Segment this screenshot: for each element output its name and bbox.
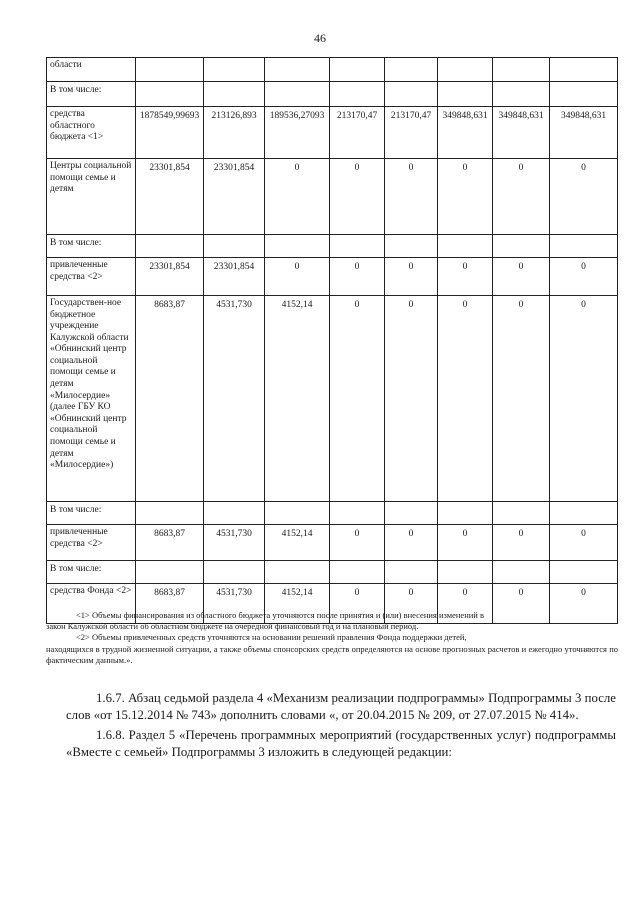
empty-cell [330,235,385,258]
value-cell: 8683,87 [136,525,204,561]
value-cell: 0 [330,258,385,296]
empty-cell [438,82,493,107]
value-cell: 0 [493,159,550,235]
table-subheader-row [47,235,618,258]
empty-cell [550,235,618,258]
table-subheader-row [47,502,618,525]
value-cell: 349848,631 [550,107,618,159]
value-cell: 0 [330,159,385,235]
empty-cell [493,235,550,258]
value-cell: 1878549,99693 [136,107,204,159]
empty-cell [265,235,330,258]
footnote-1 [62,610,618,621]
footnote-2-start: <2> Объемы привлеченных средств уточняются на основании решений правления Фонда поддержки детей, [76,632,467,643]
footnote-1-start: <1> Объемы финансирования из областного бюджета уточняются после принятия и (или) внесения изменений в [76,610,484,620]
value-cell: 8683,87 [136,296,204,502]
value-cell: 213126,893 [204,107,265,159]
table-subheader-row [47,561,618,584]
value-cell: 213170,47 [330,107,385,159]
empty-cell [550,82,618,107]
row-label: В том числе: [47,561,136,584]
empty-cell [493,561,550,584]
empty-cell [204,561,265,584]
empty-cell [385,235,438,258]
footnote-2-continuation: находящихся в трудной жизненной ситуации, а также объемы спонсорских средств определяются на основе прогнозных расчетов и ежегодно уточняются по фактическим данным.». [46,643,618,665]
row-label: В том числе: [47,235,136,258]
value-cell: 4152,14 [265,296,330,502]
empty-cell [438,235,493,258]
empty-cell [204,235,265,258]
value-cell: 0 [385,584,438,624]
table-row [47,296,618,502]
row-label: Государствен-ное бюджетное учреждение Калужской области «Обнинский центр социальной помощи семье и детям «Милосердие» (далее ГБУ КО «Обнинский центр социальной помощи семье и детям «Милосердие») [47,296,136,502]
value-cell: 0 [330,525,385,561]
row-label: средства областного бюджета <1> [47,107,136,159]
value-cell: 0 [550,258,618,296]
value-cell: 23301,854 [136,159,204,235]
value-cell: 4152,14 [265,584,330,624]
empty-cell [493,82,550,107]
value-cell: 0 [438,159,493,235]
empty-cell [385,561,438,584]
value-cell: 0 [438,525,493,561]
empty-cell [330,82,385,107]
value-cell: 0 [385,525,438,561]
value-cell: 4531,730 [204,296,265,502]
empty-cell [385,82,438,107]
table-subheader-row [47,82,618,107]
row-label: привлеченные средства <2> [47,525,136,561]
empty-cell [330,561,385,584]
value-cell: 0 [385,258,438,296]
empty-cell [265,561,330,584]
footnote-1-continuation: закон Калужской области об областном бюджете на очередной финансовый год и на плановый период. [46,621,419,632]
table-row [47,58,618,82]
value-cell: 23301,854 [204,258,265,296]
row-label: В том числе: [47,82,136,107]
value-cell: 8683,87 [136,584,204,624]
value-cell: 0 [385,296,438,502]
value-cell [385,58,438,82]
value-cell: 0 [493,258,550,296]
paragraph-1-6-7: 1.6.7. Абзац седьмой раздела 4 «Механизм реализации подпрограммы» Подпрограммы 3 после слов «от 15.12.2014 № 743» дополнить словами «, от 20.04.2015 № 209, от 27.07.2015 № 414». [66,691,616,723]
table-row [47,525,618,561]
value-cell: 0 [493,584,550,624]
empty-cell [204,82,265,107]
footnotes [46,610,618,666]
page-number: 46 [314,31,326,45]
value-cell: 4531,730 [204,525,265,561]
value-cell: 0 [330,296,385,502]
paragraph-1-6-8: 1.6.8. Раздел 5 «Перечень программных мероприятий (государственных услуг) подпрограммы «Вместе с семьей» Подпрограммы 3 изложить в следующей редакции: [66,727,616,760]
value-cell: 0 [330,584,385,624]
value-cell: 0 [265,159,330,235]
empty-cell [550,561,618,584]
empty-cell [265,502,330,525]
funding-table-body [47,58,618,624]
value-cell: 23301,854 [136,258,204,296]
empty-cell [136,82,204,107]
value-cell: 0 [550,584,618,624]
value-cell [136,58,204,82]
empty-cell [438,502,493,525]
value-cell: 0 [438,258,493,296]
row-label: области [47,58,136,82]
empty-cell [204,502,265,525]
value-cell: 0 [438,584,493,624]
value-cell: 189536,27093 [265,107,330,159]
table-row [47,107,618,159]
empty-cell [438,561,493,584]
value-cell: 0 [438,296,493,502]
empty-cell [385,502,438,525]
empty-cell [136,502,204,525]
empty-cell [136,235,204,258]
value-cell: 349848,631 [438,107,493,159]
row-label: В том числе: [47,502,136,525]
amendment-text [66,690,616,764]
value-cell [204,58,265,82]
value-cell: 0 [550,296,618,502]
value-cell: 4531,730 [204,584,265,624]
empty-cell [136,561,204,584]
value-cell [493,58,550,82]
value-cell: 349848,631 [493,107,550,159]
funding-table [46,57,618,624]
value-cell [550,58,618,82]
row-label: Центры социальной помощи семье и детям [47,159,136,235]
value-cell: 0 [493,525,550,561]
value-cell: 0 [550,525,618,561]
empty-cell [265,82,330,107]
empty-cell [550,502,618,525]
value-cell [265,58,330,82]
row-label: привлеченные средства <2> [47,258,136,296]
value-cell [330,58,385,82]
value-cell: 0 [493,296,550,502]
value-cell: 213170,47 [385,107,438,159]
row-label: средства Фонда <2> [47,584,136,624]
value-cell: 0 [385,159,438,235]
empty-cell [493,502,550,525]
empty-cell [330,502,385,525]
value-cell: 0 [265,258,330,296]
table-row [47,258,618,296]
value-cell [438,58,493,82]
table-row [47,159,618,235]
value-cell: 0 [550,159,618,235]
value-cell: 23301,854 [204,159,265,235]
value-cell: 4152,14 [265,525,330,561]
footnote-2 [62,632,618,643]
